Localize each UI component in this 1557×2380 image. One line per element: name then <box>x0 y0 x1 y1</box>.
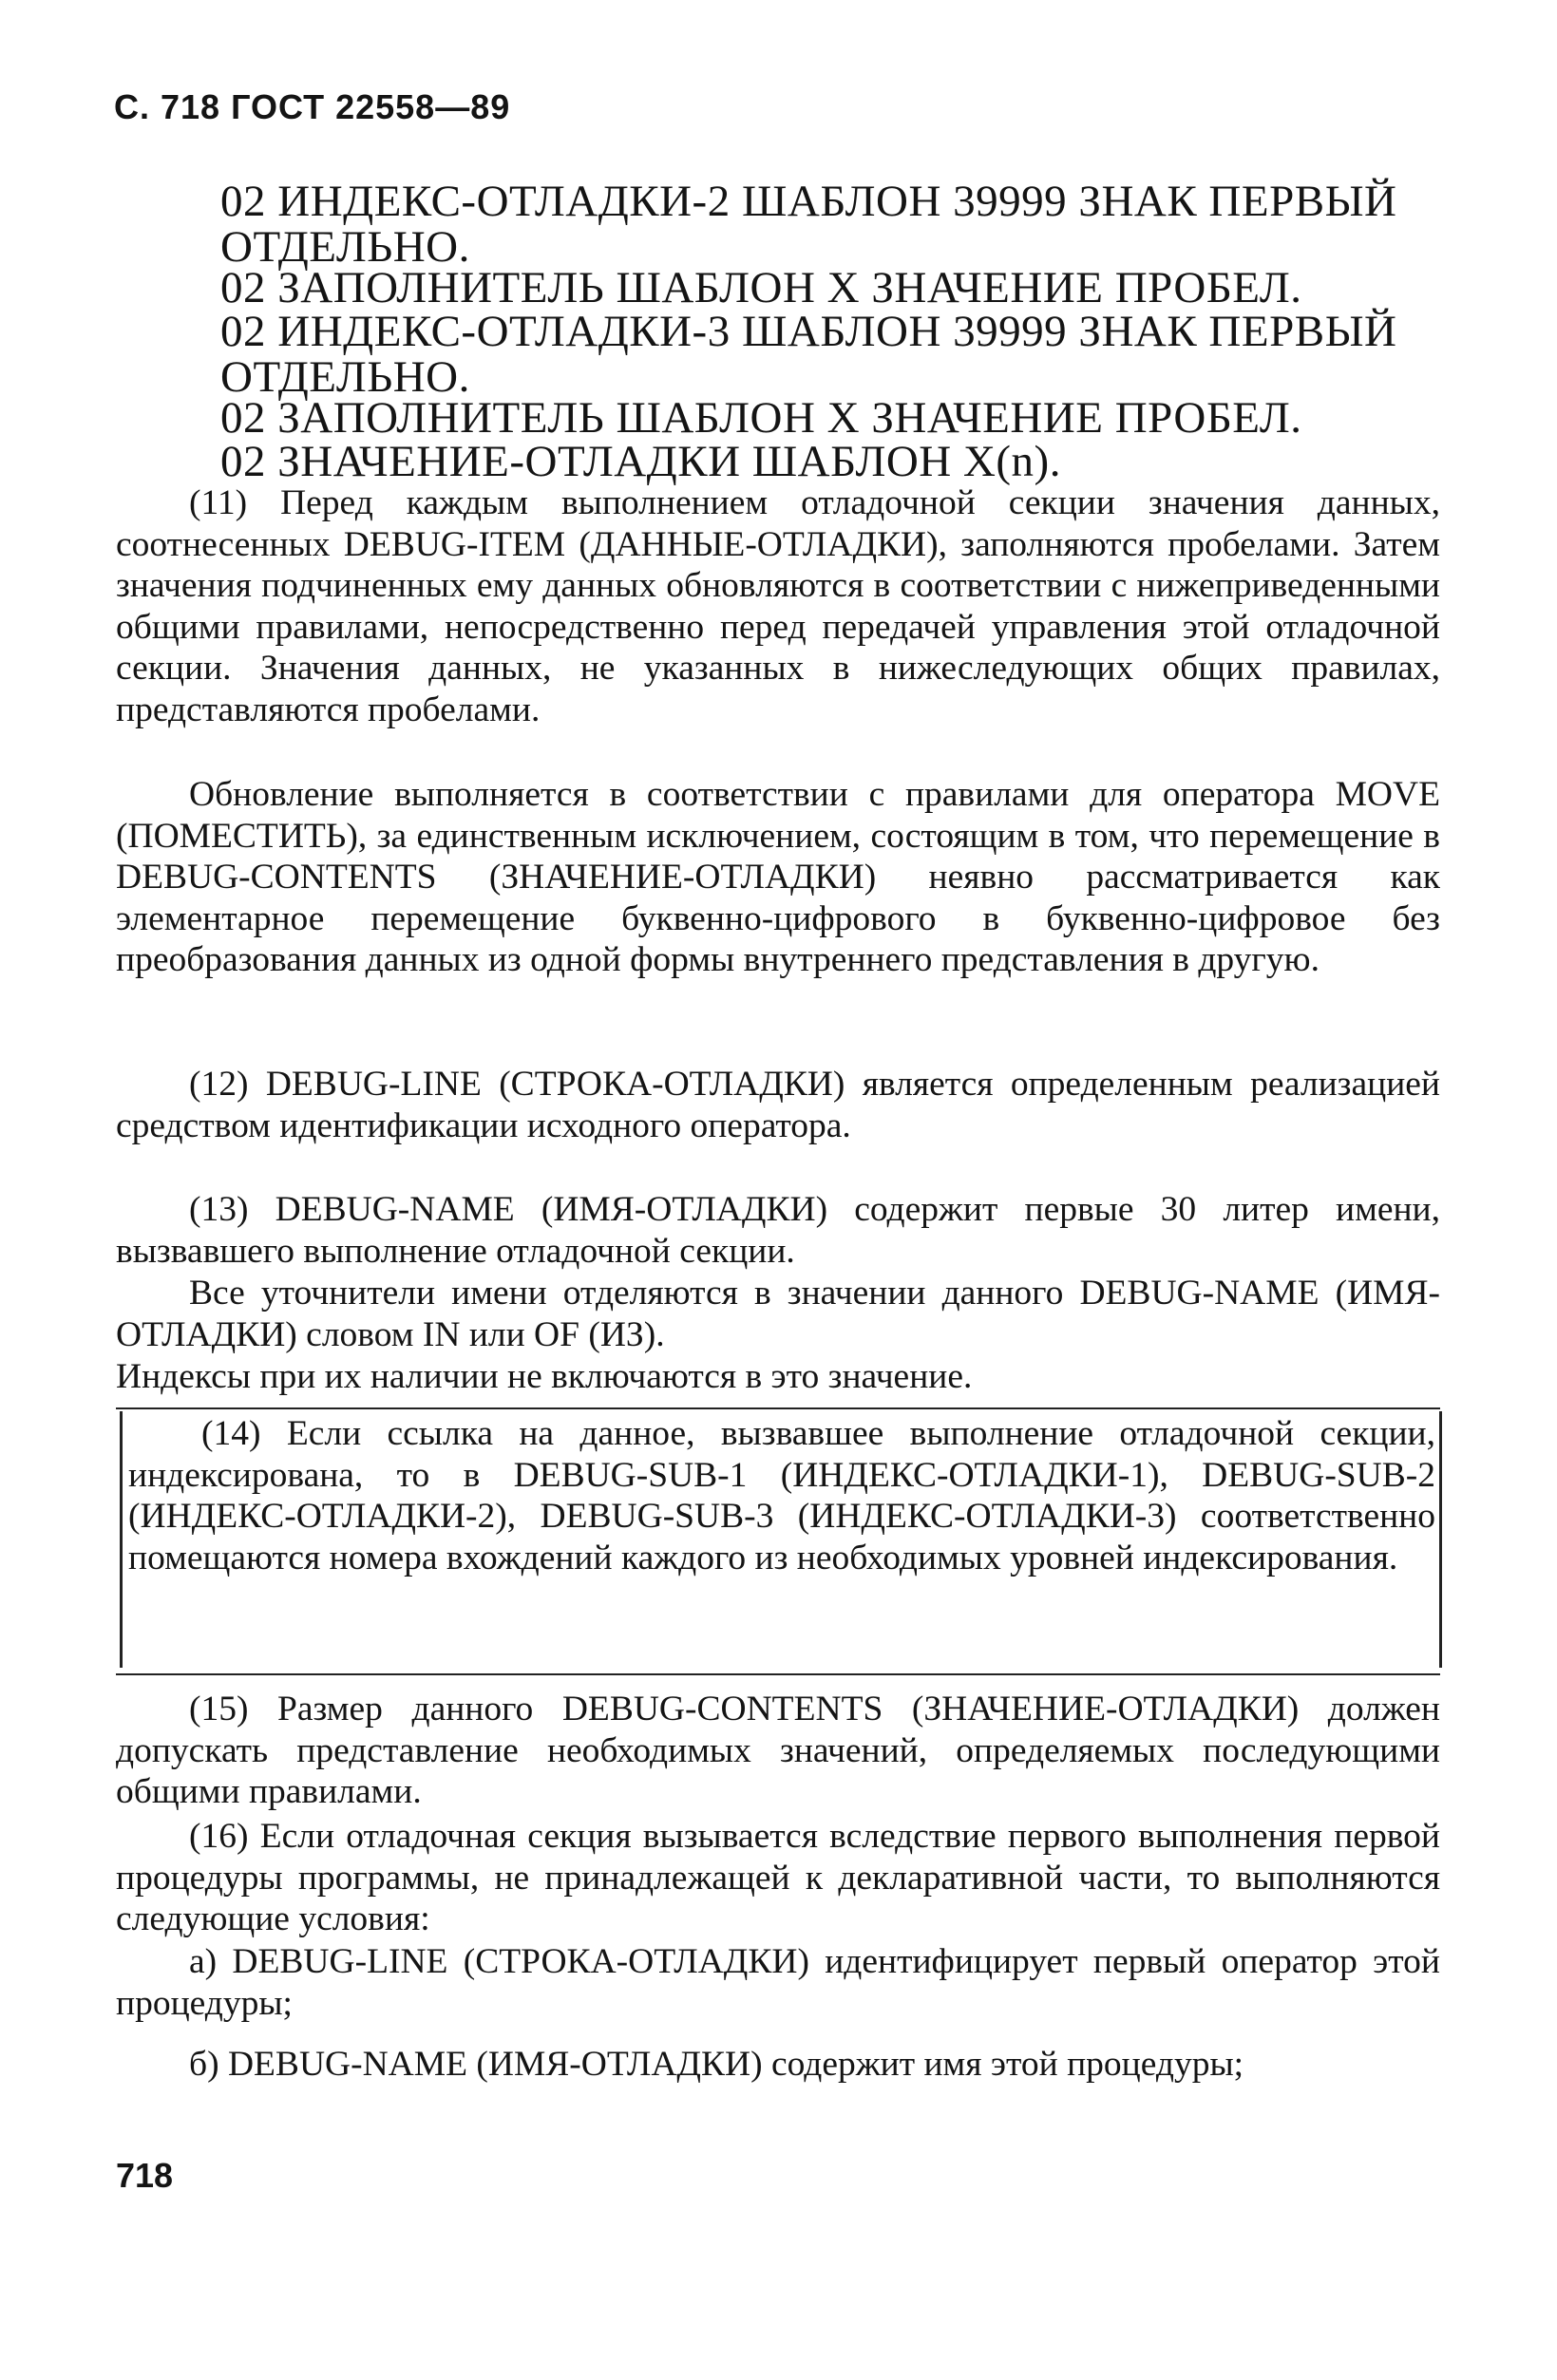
page-number: 718 <box>116 2156 174 2195</box>
paragraph-16: (16) Если отладочная секция вызывается вследствие первого выполнения первой процедуры программы, не принадлежащей к декларативной части, то выполняются следующие условия: <box>116 1817 1440 1938</box>
paragraph-13-continued: Все уточнители имени отделяются в значении данного DEBUG-NAME (ИМЯ-ОТЛАДКИ) словом IN или OF (ИЗ). <box>116 1274 1440 1354</box>
code-line-debug-value: 02 ЗНАЧЕНИЕ-ОТЛАДКИ ШАБЛОН X(n). <box>220 437 1061 486</box>
code-line-index-2: 02 ИНДЕКС-ОТЛАДКИ-2 ШАБЛОН 39999 ЗНАК ПЕРВЫЙ ОТДЕЛЬНО. <box>220 177 1397 272</box>
box-rule-top <box>116 1407 1440 1409</box>
paragraph-13: (13) DEBUG-NAME (ИМЯ-ОТЛАДКИ) содержит первые 30 литер имени, вызвавшего выполнение отладочной секции. <box>116 1190 1440 1271</box>
paragraph-11: (11) Перед каждым выполнением отладочной секции значения данных, соотнесенных DEBUG-ITEM (ДАННЫЕ-ОТЛАДКИ), заполняются пробелами. Затем значения подчиненных ему данных обновляются в соответствии с нижеприведенными общими правилами, непосредственно перед передачей управления этой отладочной секции. Значения данных, не указанных в нижеследующих общих правилах, представляются пробелами. <box>116 483 1440 729</box>
paragraph-11-continued: Обновление выполняется в соответствии с правилами для оператора MOVE (ПОМЕСТИТЬ), за единственным исключением, состоящим в том, что перемещение в DEBUG-CONTENTS (ЗНАЧЕНИЕ-ОТЛАДКИ) неявно рассматривается как элементарное перемещение буквенно-цифрового в буквенно-цифровое без преобразования данных из одной формы внутреннего представления в другую. <box>116 775 1440 979</box>
paragraph-16-item-a: а) DEBUG-LINE (СТРОКА-ОТЛАДКИ) идентифицирует первый оператор этой процедуры; <box>116 1942 1440 2023</box>
code-line-filler-1: 02 ЗАПОЛНИТЕЛЬ ШАБЛОН X ЗНАЧЕНИЕ ПРОБЕЛ. <box>220 263 1302 312</box>
box-rule-bottom <box>116 1673 1440 1675</box>
paragraph-14: (14) Если ссылка на данное, вызвавшее выполнение отладочной секции, индексирована, то в DEBUG-SUB-1 (ИНДЕКС-ОТЛАДКИ-1), DEBUG-SUB-2 (ИНДЕКС-ОТЛАДКИ-2), DEBUG-SUB-3 (ИНДЕКС-ОТЛАДКИ-3) соответственно помещаются номера вхождений каждого из необходимых уровней индексирования. <box>128 1414 1435 1577</box>
paragraph-12: (12) DEBUG-LINE (СТРОКА-ОТЛАДКИ) является определенным реализацией средством идентификации исходного оператора. <box>116 1065 1440 1145</box>
code-line-index-3: 02 ИНДЕКС-ОТЛАДКИ-3 ШАБЛОН 39999 ЗНАК ПЕРВЫЙ ОТДЕЛЬНО. <box>220 307 1397 402</box>
running-head: С. 718 ГОСТ 22558—89 <box>114 87 511 126</box>
paragraph-13-indexes: Индексы при их наличии не включаются в это значение. <box>116 1357 973 1396</box>
paragraph-16-item-b: б) DEBUG-NAME (ИМЯ-ОТЛАДКИ) содержит имя этой процедуры; <box>189 2045 1244 2084</box>
boxed-amendment <box>120 1411 1442 1668</box>
paragraph-15: (15) Размер данного DEBUG-CONTENTS (ЗНАЧЕНИЕ-ОТЛАДКИ) должен допускать представление необходимых значений, определяемых последующими общими правилами. <box>116 1690 1440 1811</box>
code-line-filler-2: 02 ЗАПОЛНИТЕЛЬ ШАБЛОН X ЗНАЧЕНИЕ ПРОБЕЛ. <box>220 393 1302 443</box>
